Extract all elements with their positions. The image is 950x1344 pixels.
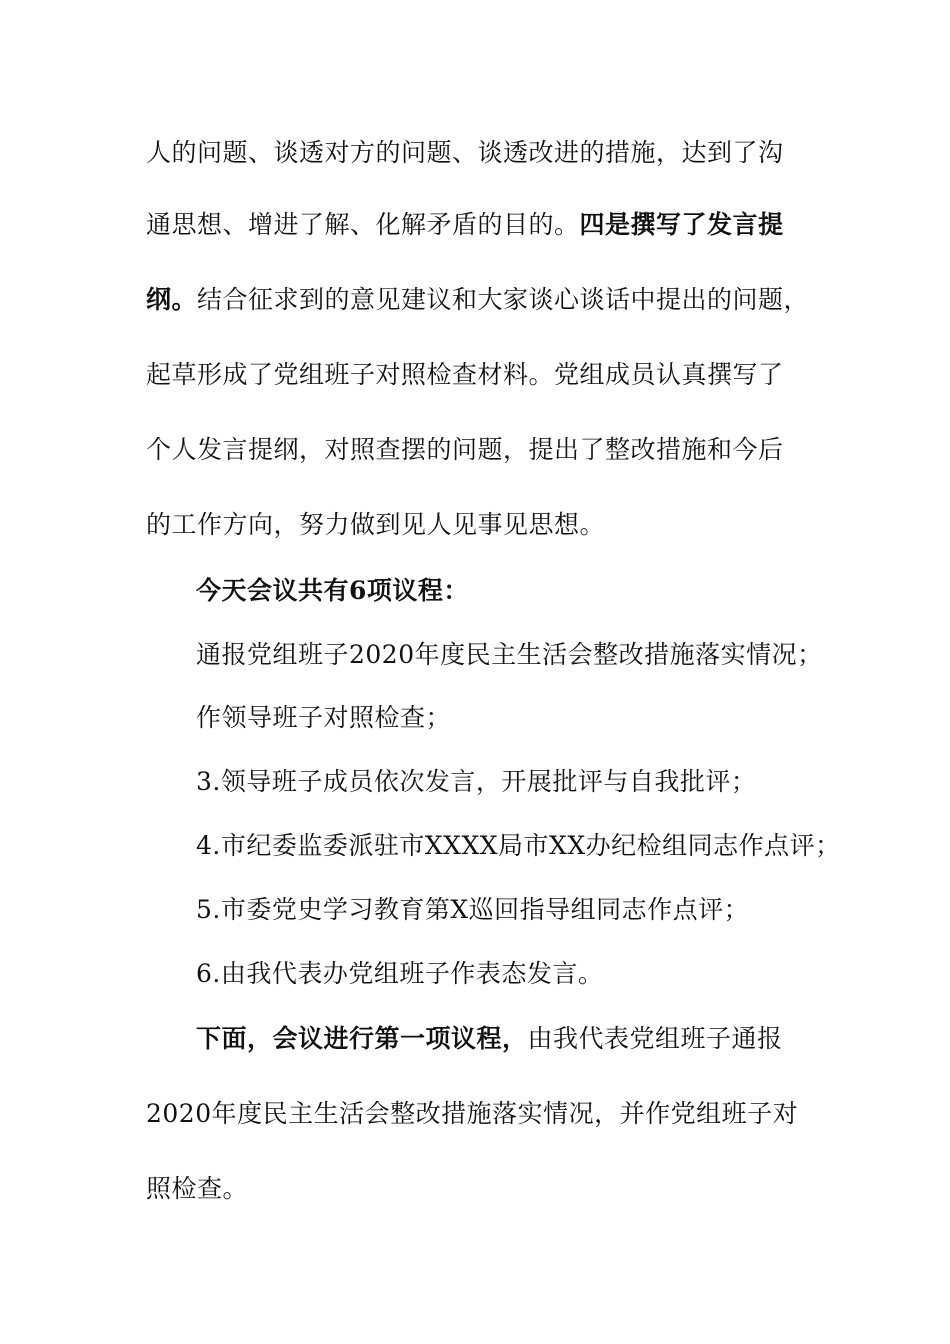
text-segment: 个人发言提纲，对照查摆的问题，提出了整改措施和今后 <box>146 435 784 464</box>
paragraph-line <box>146 358 784 392</box>
text-segment: 的工作方向，努力做到见人见事见思想。 <box>146 510 606 539</box>
bold-heading-segment: 下面，会议进行第一项议程， <box>196 1024 528 1053</box>
agenda-intro: 今天会议共有6项议程： <box>196 576 469 605</box>
paragraph-line <box>146 208 784 242</box>
bold-heading-segment: 四是撰写了发言提 <box>579 210 784 239</box>
agenda-item: 5.市委党史学习教育第X巡回指导组同志作点评； <box>196 895 750 924</box>
paragraph-line <box>146 433 784 467</box>
text-segment: 由我代表党组班子通报 <box>527 1024 783 1053</box>
text-segment: 人的问题、谈透对方的问题、谈透改进的措施，达到了沟 <box>146 138 784 167</box>
bold-heading-segment: 纲。 <box>146 285 198 314</box>
agenda-item: 6.由我代表办党组班子作表态发言。 <box>196 959 604 988</box>
paragraph-line <box>146 1172 248 1206</box>
text-segment: 照检查。 <box>146 1174 249 1203</box>
paragraph-line <box>146 1097 798 1131</box>
text-segment: 2020年度民主生活会整改措施落实情况，并作党组班子对 <box>146 1099 799 1128</box>
text-segment: 起草形成了党组班子对照检查材料。党组成员认真撰写了 <box>146 360 784 389</box>
paragraph-line <box>196 1022 783 1056</box>
text-segment: 通思想、增进了解、化解矛盾的目的。 <box>146 210 580 239</box>
paragraph-line <box>146 136 784 170</box>
agenda-item: 通报党组班子2020年度民主生活会整改措施落实情况； <box>196 640 823 669</box>
text-segment: 结合征求到的意见建议和大家谈心谈话中提出的问题， <box>197 285 810 314</box>
agenda-item: 3.领导班子成员依次发言，开展批评与自我批评； <box>196 767 757 796</box>
agenda-item: 作领导班子对照检查； <box>196 703 452 732</box>
agenda-item: 4.市纪委监委派驻市XXXX局市XX办纪检组同志作点评； <box>196 831 841 860</box>
paragraph-line <box>146 283 809 317</box>
paragraph-line <box>146 508 605 542</box>
